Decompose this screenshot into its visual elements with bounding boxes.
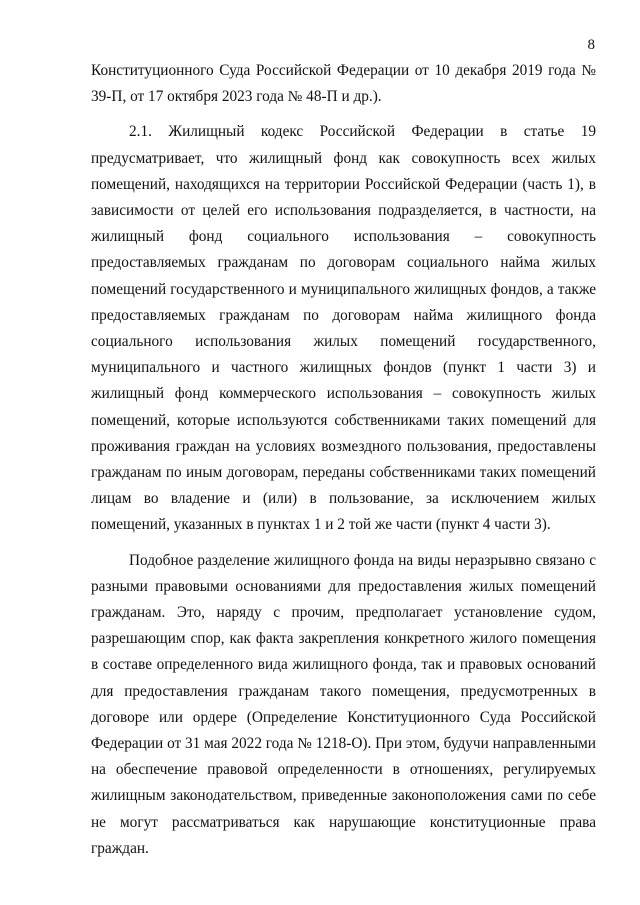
paragraph-housing-fund-division: Подобное разделение жилищного фонда на виды неразрывно связано с разными правовыми основаниями для предоставления жилых помещений гражданам. Это, наряду с прочим, предполагает установление судом, разрешающим спор, как факта закрепления конкретного жилого помещения в составе определенного вида жилищного фонда, так и правовых оснований для предоставления гражданам такого помещения, предусмотренных в договоре или ордере (Определение Конституционного Суда Российской Федерации от 31 мая 2022 года № 1218-О). При этом, будучи направленными на обеспечение правовой определенности в отношениях, регулируемых жилищным законодательством, приведенные законоположения сами по себе не могут рассматриваться как нарушающие конституционные права граждан. [91,551,596,857]
paragraph-spacer [91,539,596,548]
paragraph-section-2-1: 2.1. Жилищный кодекс Российской Федерации в статье 19 предусматривает, что жилищный фонд как совокупность всех жилых помещений, находящихся на территории Российской Федерации (часть 1), в зависимости от целей его использования подразделяется, в частности, на жилищный фонд социального использования – совокупность предоставляемых гражданам по договорам социального найма жилых помещений государственного и муниципального жилищных фондов, а также предоставляемых гражданам по договорам найма жилищного фонда социального использования жилых помещений государственного, муниципального и частного жилищных фондов (пункт 1 части 3) и жилищный фонд коммерческого использования – совокупность жилых помещений, которые используются собственниками таких помещений для проживания граждан на условиях возмездного пользования, предоставлены гражданам по иным договорам, переданы собственниками таких помещений лицам во владение и (или) в пользование, за исключением жилых помещений, указанных в пунктах 1 и 2 той же части (пункт 4 части 3). [91,123,596,534]
page-number: 8 [587,37,595,53]
paragraph-continuation: Конституционного Суда Российской Федерации от 10 декабря 2019 года № 39-П, от 17 октября 2023 года № 48-П и др.). [91,62,596,106]
paragraph-spacer [91,110,596,119]
document-body [91,58,596,862]
